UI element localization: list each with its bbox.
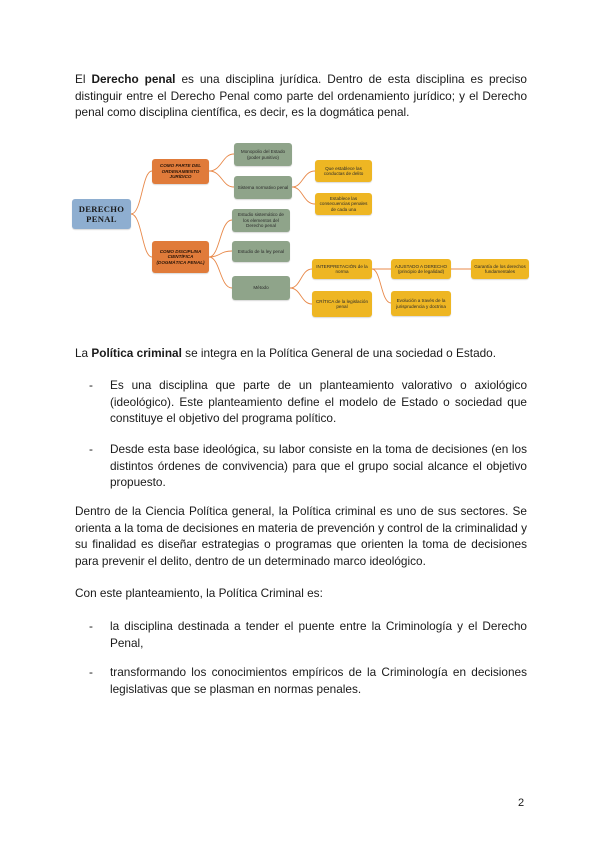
- node-estudio-sistematico: Estudio sistemático de los elementos del Derecho penal: [232, 209, 290, 232]
- politica-pre: La: [75, 346, 92, 360]
- bullet-text: la disciplina destinada a tender el puente entre la Criminología y el Derecho Penal,: [110, 619, 527, 650]
- bullet-text: Desde esta base ideológica, su labor consiste en la toma de decisiones (en los distintos órdenes de convivencia) para que el grupo social alcance el objetivo propuesto.: [110, 442, 527, 489]
- bullet-dash: -: [89, 619, 93, 633]
- bullet-dash: -: [89, 378, 93, 392]
- node-interpretacion: INTERPRETACIÓN de la norma: [312, 259, 372, 279]
- politica-paragraph: [75, 345, 527, 362]
- node-ajustado-derecho: AJUSTADO A DERECHO (principio de legalidad): [391, 259, 451, 279]
- intro-paragraph: [75, 71, 527, 121]
- list-item: [89, 377, 527, 427]
- node-sistema-normativo: Sistema normativo penal: [234, 176, 292, 199]
- node-ordenamiento-juridico: COMO PARTE DEL ORDENAMIENTO JURÍDICO: [152, 159, 209, 184]
- list-item: [89, 664, 527, 697]
- node-metodo: Método: [232, 276, 290, 300]
- list-item: [89, 441, 527, 491]
- politica-post: se integra en la Política General de una sociedad o Estado.: [181, 346, 497, 360]
- node-derecho-penal: DERECHO PENAL: [72, 199, 131, 229]
- node-dogmatica-penal: COMO DISCIPLINA CIENTÍFICA (DOGMÁTICA PENAL): [152, 241, 209, 273]
- intro-pre: El: [75, 72, 92, 86]
- node-critica-legislacion: CRÍTICA de la legislación penal: [312, 291, 372, 317]
- node-jurisprudencia: Evolución a través de la jurisprudencia y doctrina: [391, 291, 451, 316]
- intro-term: Derecho penal: [91, 72, 176, 86]
- bullet-dash: -: [89, 442, 93, 456]
- node-monopolio-estado: Monopolio del Estado (poder punitivo): [234, 143, 292, 166]
- planteamiento-paragraph: Con este planteamiento, la Política Criminal es:: [75, 586, 323, 600]
- intro-post: es una disciplina jurídica. Dentro de esta disciplina es preciso distinguir entre el Derecho Penal como parte del ordenamiento jurídico; y el Derecho penal como disciplina científica, es decir, es la dogmática penal.: [75, 72, 527, 119]
- node-consecuencias-penales: Establece las consecuencias penales de cada una: [315, 193, 372, 215]
- node-estudio-ley: Estudio de la ley penal: [232, 241, 290, 262]
- node-conductas-delito: Que establece las conductas de delito: [315, 160, 372, 182]
- bullet-text: Es una disciplina que parte de un planteamiento valorativo o axiológico (ideológico). Este planteamiento define el modelo de Estado o sociedad que constituye el objetivo del programa político.: [110, 378, 527, 425]
- bullet-dash: -: [89, 665, 93, 679]
- page-number: 2: [518, 797, 525, 809]
- politica-term: Política criminal: [91, 346, 182, 360]
- list-item: [89, 618, 527, 651]
- bullet-text: transformando los conocimientos empíricos de la Criminología en decisiones legislativas que se plasman en normas penales.: [110, 665, 527, 696]
- node-garantia-derechos: Garantía de los derechos fundamentales: [471, 259, 529, 279]
- ciencia-politica-paragraph: Dentro de la Ciencia Política general, la Política criminal es uno de sus sectores. Se orienta a la toma de decisiones en materia de prevención y control de la criminalidad y su finalidad es diseñar estrategias o programas que orienten la toma de decisiones para prevenir el delito, dentro de un determinado marco ideológico.: [75, 504, 527, 568]
